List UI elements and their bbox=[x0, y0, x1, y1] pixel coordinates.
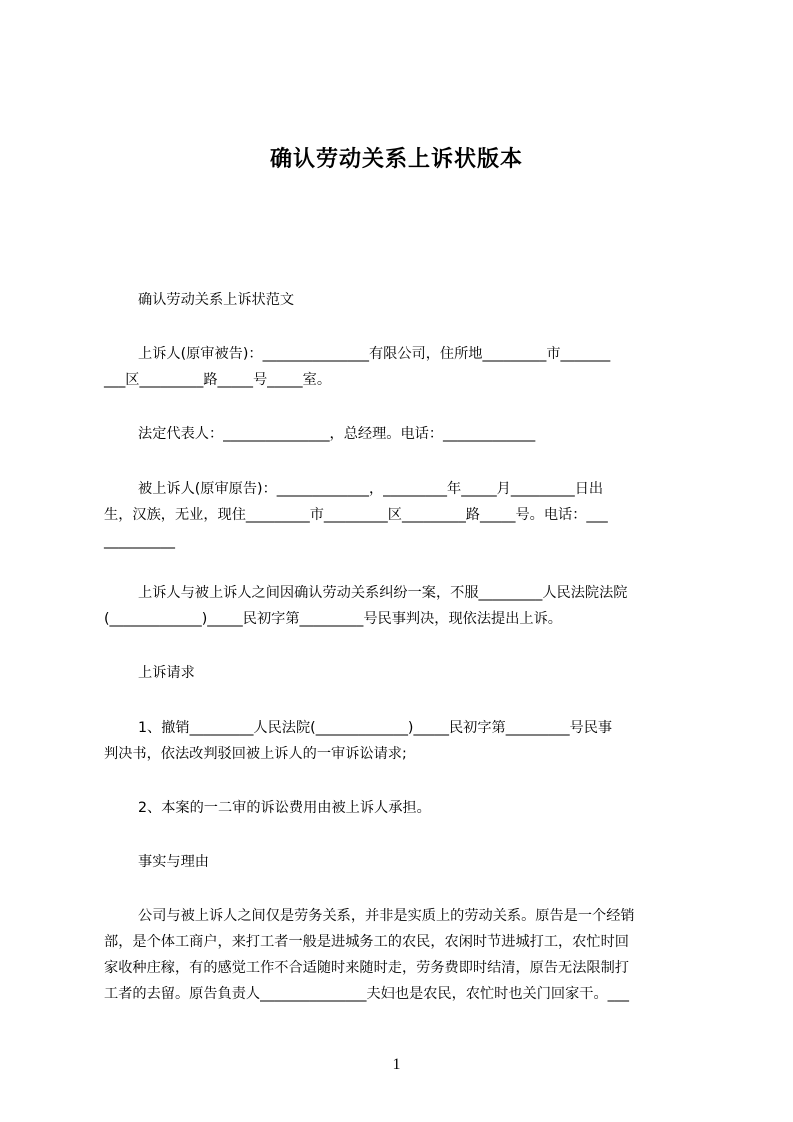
appellee-line-1: 被上诉人(原审原告)：_____________，_________年_____月_________日出 bbox=[138, 481, 604, 497]
facts-line-4: 工者的去留。原告負责人_______________夫妇也是农民，农忙时也关门回家干。___ bbox=[104, 986, 629, 1002]
document-title: 确认劳动关系上诉状版本 bbox=[269, 147, 523, 172]
request-heading: 上诉请求 bbox=[138, 665, 195, 681]
appellee-line-3: __________ bbox=[104, 533, 175, 549]
request-1-line-2: 判决书，依法改判驳回被上诉人的一审诉讼请求; bbox=[104, 746, 407, 762]
facts-line-3: 家收种庄稼，有的感觉工作不合适随时来随时走，劳务费即时结清，原告无法限制打 bbox=[104, 960, 629, 976]
page-number: 1 bbox=[392, 1056, 401, 1073]
subtitle: 确认劳动关系上诉状范文 bbox=[138, 292, 295, 308]
case-intro-line-2: (_____________)_____民初字第_________号民事判决，现依法提出上诉。 bbox=[104, 611, 562, 627]
appellant-line-2: ___区_________路_____号_____室。 bbox=[104, 372, 332, 388]
legal-rep-line: 法定代表人：_______________，总经理。电话：_____________ bbox=[138, 426, 536, 442]
appellee-line-2: 生，汉族，无业，现住_________市_________区_________路_____号。电话：___ bbox=[104, 507, 608, 523]
request-2: 2、本案的一二审的诉讼费用由被上诉人承担。 bbox=[138, 800, 431, 816]
facts-heading: 事实与理由 bbox=[138, 854, 209, 870]
facts-line-1: 公司与被上诉人之间仅是劳务关系，并非是实质上的劳动关系。原告是一个经销 bbox=[138, 908, 635, 924]
appellant-line-1: 上诉人(原审被告)：_______________有限公司，住所地_________市_______ bbox=[138, 346, 611, 362]
facts-line-2: 部，是个体工商户，来打工者一般是进城务工的农民，农闲时节进城打工，农忙时回 bbox=[104, 934, 629, 950]
request-1-line-1: 1、撤销_________人民法院(_____________)_____民初字第_________号民事 bbox=[138, 720, 613, 736]
case-intro-line-1: 上诉人与被上诉人之间因确认劳动关系纠纷一案，不服_________人民法院法院 bbox=[138, 585, 628, 601]
